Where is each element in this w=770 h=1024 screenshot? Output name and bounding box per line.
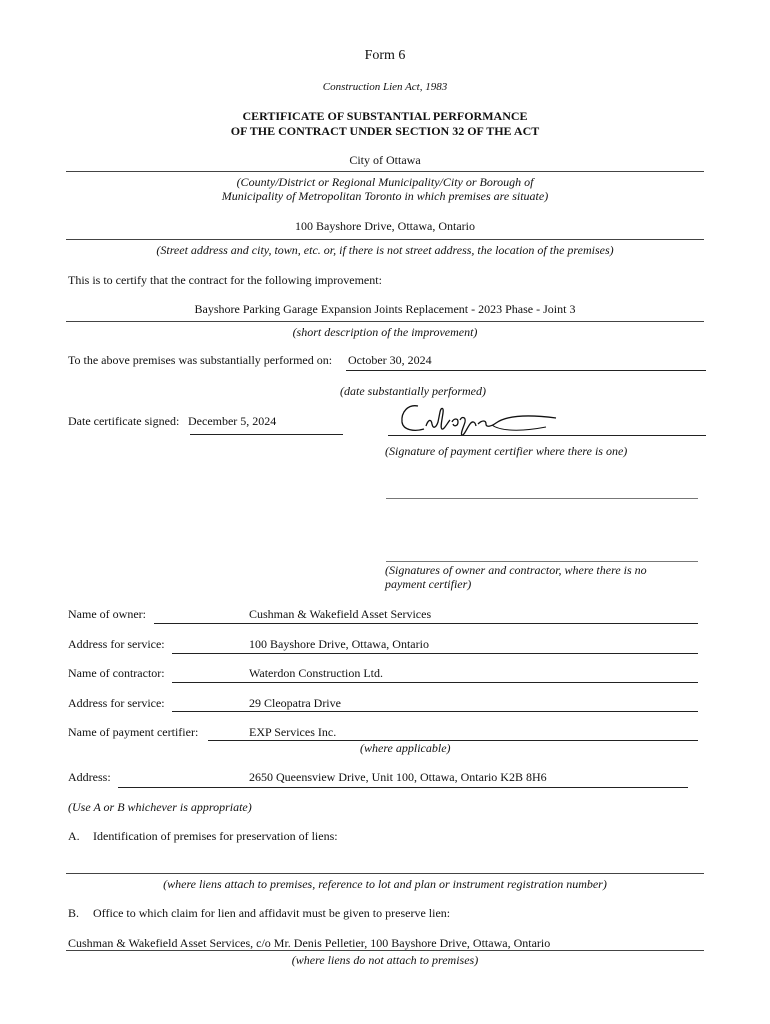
owner-signature-caption-1: (Signatures of owner and contractor, where there is no — [385, 563, 647, 577]
performed-date-rule — [346, 370, 706, 371]
owner-address-rule — [172, 653, 698, 654]
improvement-value: Bayshore Parking Garage Expansion Joints Replacement - 2023 Phase - Joint 3 — [194, 302, 576, 316]
certifier-address-rule — [118, 787, 688, 788]
certifier-address-value: 2650 Queensview Drive, Unit 100, Ottawa, Ontario K2B 8H6 — [249, 770, 547, 784]
contractor-rule — [172, 682, 698, 683]
section-a-rule — [66, 873, 704, 874]
act-name: Construction Lien Act, 1983 — [322, 81, 448, 93]
section-b-caption: (where liens do not attach to premises) — [291, 953, 479, 967]
section-a-text: Identification of premises for preservation of liens: — [93, 829, 338, 843]
certify-text: This is to certify that the contract for the following improvement: — [68, 273, 382, 287]
municipality-caption-2: Municipality of Metropolitan Toronto in which premises are situate) — [221, 189, 549, 203]
section-b-letter: B. — [68, 906, 80, 920]
owner-signature-rule-2 — [386, 561, 698, 562]
title-line-2: OF THE CONTRACT UNDER SECTION 32 OF THE ACT — [230, 124, 540, 138]
improvement-caption: (short description of the improvement) — [292, 325, 478, 339]
title-line-1: CERTIFICATE OF SUBSTANTIAL PERFORMANCE — [242, 109, 528, 123]
section-b-value: Cushman & Wakefield Asset Services, c/o Mr. Denis Pelletier, 100 Bayshore Drive, Ottawa, Ontario — [68, 936, 551, 950]
contractor-address-value: 29 Cleopatra Drive — [249, 696, 341, 710]
owner-value: Cushman & Wakefield Asset Services — [249, 607, 432, 621]
municipality-rule — [66, 171, 704, 172]
payment-certifier-rule — [208, 740, 698, 741]
certifier-signature-rule — [388, 435, 706, 436]
municipality-value: City of Ottawa — [349, 153, 421, 167]
owner-rule — [154, 623, 698, 624]
section-a-caption: (where liens attach to premises, reference to lot and plan or instrument registration number) — [163, 877, 607, 891]
contractor-address-label: Address for service: — [68, 696, 165, 710]
where-applicable-caption: (where applicable) — [360, 741, 451, 755]
premises-address-value: 100 Bayshore Drive, Ottawa, Ontario — [295, 219, 475, 233]
performed-caption: (date substantially performed) — [340, 384, 486, 398]
form-number: Form 6 — [364, 48, 406, 63]
owner-address-label: Address for service: — [68, 637, 165, 651]
premises-address-caption: (Street address and city, town, etc. or, if there is not street address, the location of the premises) — [156, 243, 614, 257]
section-a-letter: A. — [68, 829, 80, 843]
payment-certifier-signature — [396, 398, 562, 438]
signed-date: December 5, 2024 — [188, 414, 277, 428]
premises-address-rule — [66, 239, 704, 240]
section-b-rule — [66, 950, 704, 951]
certifier-signature-caption: (Signature of payment certifier where there is one) — [385, 444, 628, 458]
certifier-address-label: Address: — [68, 770, 111, 784]
use-note: (Use A or B whichever is appropriate) — [68, 800, 252, 814]
performed-date: October 30, 2024 — [348, 353, 432, 367]
improvement-rule — [66, 321, 704, 322]
owner-label: Name of owner: — [68, 607, 146, 621]
section-b-text: Office to which claim for lien and affidavit must be given to preserve lien: — [93, 906, 451, 920]
municipality-caption-1: (County/District or Regional Municipality/City or Borough of — [236, 175, 534, 189]
owner-signature-rule-1 — [386, 498, 698, 499]
payment-certifier-label: Name of payment certifier: — [68, 725, 199, 739]
performed-label: To the above premises was substantially performed on: — [68, 353, 333, 367]
contractor-label: Name of contractor: — [68, 666, 165, 680]
owner-signature-caption-2: payment certifier) — [385, 577, 472, 591]
signed-label: Date certificate signed: — [68, 414, 180, 428]
owner-address-value: 100 Bayshore Drive, Ottawa, Ontario — [249, 637, 429, 651]
contractor-value: Waterdon Construction Ltd. — [249, 666, 384, 680]
payment-certifier-value: EXP Services Inc. — [249, 725, 337, 739]
signed-date-rule — [190, 434, 343, 435]
contractor-address-rule — [172, 711, 698, 712]
